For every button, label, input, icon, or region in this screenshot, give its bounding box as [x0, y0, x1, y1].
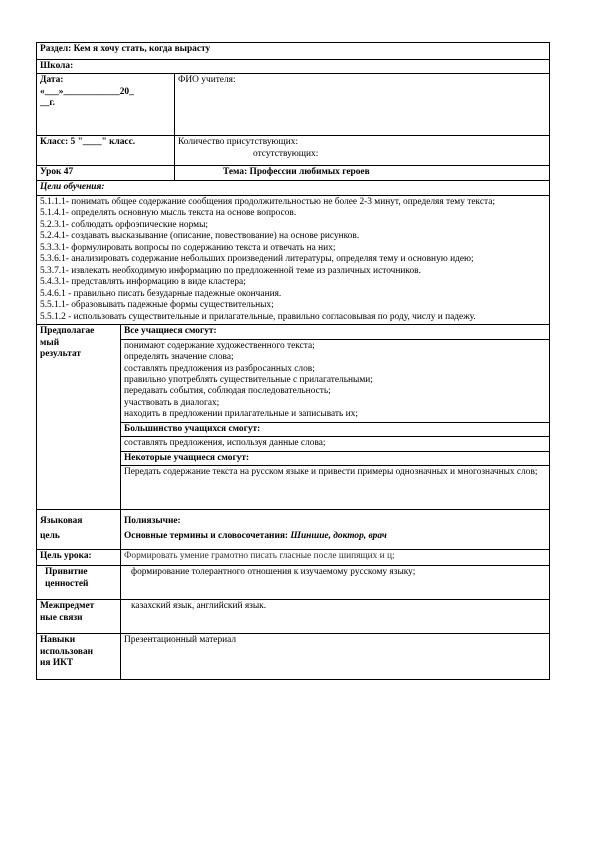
most-students-title: Большинство учащихся смогут: [121, 422, 550, 436]
ict-content: Презентационный материал [121, 634, 550, 680]
goal-item: 5.3.7.1- извлекать необходимую информацию по предложенной теме из различных источников. [40, 265, 421, 276]
result-item: участвовать в диалогах; [124, 397, 220, 408]
date-year-line: __г. [40, 98, 55, 109]
some-students-title: Некоторые учащиеся смогут: [121, 451, 550, 465]
goals-list [37, 195, 550, 324]
teacher-cell [175, 74, 550, 136]
date-label: Дата: [40, 75, 64, 86]
expected-label-line: результат [40, 349, 82, 360]
values-content: формирование толерантного отношения к изучаемому русскому языку; [121, 566, 550, 600]
goal-item: 5.4.6.1 - правильно писать безударные падежные окончания. [40, 288, 282, 299]
language-label-line: Языковая [40, 516, 83, 527]
result-item: понимают содержание художественного текста; [124, 340, 315, 351]
result-item: передавать события, соблюдая последовательность; [124, 386, 331, 397]
goal-item: 5.2.4.1- создавать высказывание (описание, повествование) на основе рисунков. [40, 231, 360, 242]
expected-label-line: Предполагае [40, 326, 95, 337]
section-title: Раздел: Кем я хочу стать, когда вырасту [37, 43, 550, 60]
interdisciplinary-content: казахский язык, английский язык. [121, 600, 550, 634]
values-label-line: Привитие [45, 567, 88, 578]
language-label-line: цель [40, 530, 60, 541]
expected-label-line: мый [40, 337, 60, 348]
goal-item: 5.1.1.1- понимать общее содержание сообщения продолжительностью не более 2-3 минут, определяя тему текста; [40, 196, 495, 207]
attendance-absent: отсутствующих: [253, 148, 319, 159]
result-item: находить в предложении прилагательные и записывать их; [124, 409, 358, 420]
language-goal-label [37, 510, 121, 550]
attendance-present: Количество присутствующих: [178, 137, 299, 148]
values-label [37, 566, 121, 600]
goal-item: 5.5.1.2 - использовать существительные и прилагательные, правильно согласовывая по роду, числу и падежу. [40, 311, 476, 322]
goal-item: 5.3.6.1- анализировать содержание небольших произведений литературы, определяя тему и основную идею; [40, 254, 474, 265]
class-field: Класс: 5 "____" класс. [37, 136, 175, 166]
date-line: «___»____________20_ [40, 86, 134, 97]
key-terms-value: Шиншие, доктор, врач [288, 530, 387, 541]
key-terms-label: Основные термины и словосочетания: [124, 530, 289, 541]
result-item: определять значение слова; [124, 352, 234, 363]
date-cell [37, 74, 175, 136]
language-goal-content [121, 510, 550, 550]
lesson-goal-label: Цель урока: [37, 550, 121, 566]
polylingualism-title: Полиязычие: [124, 516, 181, 527]
interdisciplinary-label [37, 600, 121, 634]
result-item: составлять предложения из разбросанных слов; [124, 363, 315, 374]
ict-label-line: Навыки [40, 635, 76, 646]
interdisciplinary-label-line: Межпредмет [40, 601, 95, 612]
some-students-item: Передать содержание текста на русском языке и привести примеры однозначных и многозначных слов; [121, 466, 550, 510]
lesson-plan [36, 42, 549, 680]
goals-title: Цели обучения: [37, 181, 550, 195]
values-label-line: ценностей [45, 578, 89, 589]
goal-item: 5.3.3.1- формулировать вопросы по содержанию текста и отвечать на них; [40, 242, 336, 253]
lesson-number: Урок 47 [37, 166, 175, 181]
goal-item: 5.1.4.1- определять основную мысль текста на основе вопросов. [40, 208, 297, 219]
interdisciplinary-label-line: ные связи [40, 612, 83, 623]
lesson-topic: Тема: Профессии любимых героев [175, 166, 550, 181]
expected-result-label [37, 325, 121, 510]
all-students-list [121, 339, 550, 422]
most-students-item: составлять предложения, используя данные слова; [121, 437, 550, 451]
result-item: правильно употреблять существительные с прилагательными; [124, 374, 373, 385]
attendance-cell [175, 136, 550, 166]
all-students-title: Все учащиеся смогут: [121, 325, 550, 339]
lesson-goal-value: Формировать умение грамотно писать гласные после шипящих и ц; [121, 550, 550, 566]
goal-item: 5.5.1.1- образовывать падежные формы существительных; [40, 300, 274, 311]
teacher-label: ФИО учителя: [178, 75, 236, 86]
ict-label-line: ия ИКТ [40, 658, 74, 669]
goal-item: 5.4.3.1- представлять информацию в виде кластера; [40, 277, 246, 288]
lesson-plan-table [36, 42, 550, 680]
ict-label [37, 634, 121, 680]
ict-label-line: использован [40, 646, 94, 657]
school-field: Школа: [37, 60, 550, 74]
goal-item: 5.2.3.1- соблюдать орфоэпические нормы; [40, 219, 208, 230]
